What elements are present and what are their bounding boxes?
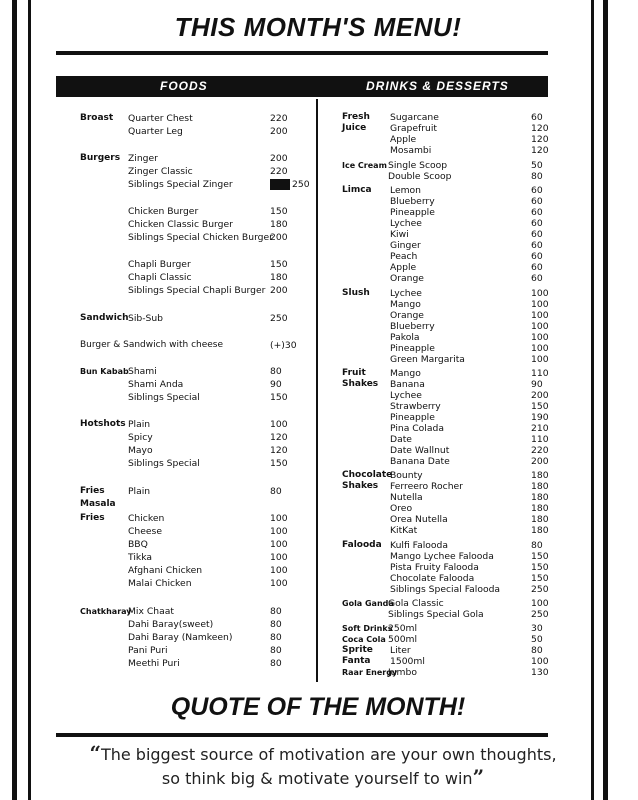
item-name: Banana Date	[390, 456, 450, 467]
item-price: 100	[270, 552, 288, 563]
category-label: Chocolate	[342, 470, 393, 480]
redacted-box	[270, 179, 290, 190]
item-price: 120	[270, 432, 288, 443]
item-price: 180	[270, 272, 288, 283]
item-name: Chapli Burger	[128, 259, 191, 270]
item-name: Mango	[390, 368, 421, 379]
item-name: Quarter Chest	[128, 113, 193, 124]
item-name: Jumbo	[388, 667, 417, 678]
category-label: Shakes	[342, 481, 379, 491]
item-price: 150	[270, 259, 288, 270]
item-name: Blueberry	[390, 196, 435, 207]
item-name: 500ml	[388, 634, 418, 645]
item-price: 110	[531, 368, 549, 379]
category-label: Sandwich	[80, 313, 129, 323]
item-price: 250	[270, 313, 288, 324]
item-price: 90	[270, 379, 282, 390]
item-price: 150	[531, 562, 549, 573]
item-name: Mix Chaat	[128, 606, 174, 617]
item-price: 60	[531, 207, 543, 218]
item-name: Siblings Special Gola	[388, 609, 484, 620]
item-name: Plain	[128, 486, 151, 497]
item-price: 50	[531, 160, 543, 171]
item-name: Zinger Classic	[128, 166, 193, 177]
left-frame-bar-inner	[28, 0, 31, 800]
item-name: Pineapple	[390, 343, 435, 354]
item-name: KitKat	[390, 525, 418, 536]
item-name: Gola Classic	[388, 598, 444, 609]
category-label: Fruit	[342, 368, 366, 378]
item-price: 80	[270, 606, 282, 617]
category-label: Shakes	[342, 379, 379, 389]
item-price: 220	[270, 113, 288, 124]
item-name: Pista Fruity Falooda	[390, 562, 479, 573]
item-name: Peach	[390, 251, 418, 262]
item-name: Mosambi	[390, 145, 432, 156]
item-name: Kulfi Falooda	[390, 540, 448, 551]
item-name: Oreo	[390, 503, 413, 514]
category-label: Soft Drinks	[342, 624, 393, 633]
category-label: Burger & Sandwich with cheese	[80, 340, 224, 350]
item-name: Lychee	[390, 390, 422, 401]
item-price: 60	[531, 218, 543, 229]
item-name: Dahi Baray(sweet)	[128, 619, 214, 630]
item-name: Siblings Special Falooda	[390, 584, 501, 595]
item-name: Nutella	[390, 492, 423, 503]
left-frame-bar-outer	[12, 0, 17, 800]
item-price: 180	[531, 481, 549, 492]
item-name: Siblings Special Chicken Burger	[128, 232, 273, 243]
item-price: 80	[270, 632, 282, 643]
item-price: 100	[270, 513, 288, 524]
item-price: 130	[531, 667, 549, 678]
item-name: Date Wallnut	[390, 445, 450, 456]
item-name: Pani Puri	[128, 645, 168, 656]
item-name: Afghani Chicken	[128, 565, 203, 576]
item-name: 1500ml	[390, 656, 425, 667]
item-name: Lychee	[390, 218, 422, 229]
item-price: 80	[531, 171, 543, 182]
item-name: Shami	[128, 366, 157, 377]
category-label: Limca	[342, 185, 372, 195]
item-price: 100	[531, 598, 549, 609]
item-price: 150	[270, 392, 288, 403]
item-price: 80	[270, 366, 282, 377]
item-price: 50	[531, 634, 543, 645]
item-name: Ferreero Rocher	[390, 481, 463, 492]
item-name: Cheese	[128, 526, 162, 537]
item-name: Tikka	[128, 552, 152, 563]
item-name: 250ml	[388, 623, 418, 634]
category-label: Bun Kabab	[80, 367, 129, 376]
item-name: Double Scoop	[388, 171, 452, 182]
quote-text	[88, 742, 558, 790]
item-price: 60	[531, 112, 543, 123]
category-label: Coca Cola	[342, 635, 386, 644]
item-price: 120	[531, 123, 549, 134]
item-price: 180	[531, 525, 549, 536]
item-name: Orea Nutella	[390, 514, 448, 525]
item-price: 250	[531, 584, 549, 595]
item-price: 100	[270, 526, 288, 537]
item-price: 220	[270, 166, 288, 177]
item-price: 100	[531, 656, 549, 667]
item-name: Ginger	[390, 240, 421, 251]
item-price: 150	[531, 401, 549, 412]
item-price: 100	[270, 539, 288, 550]
item-price: 150	[531, 551, 549, 562]
category-label: Fries	[80, 513, 105, 523]
category-label: Fanta	[342, 656, 371, 666]
item-price: 180	[531, 470, 549, 481]
category-label: Burgers	[80, 153, 121, 163]
item-price: 180	[531, 492, 549, 503]
item-name: Mango Lychee Falooda	[390, 551, 494, 562]
category-label: Juice	[342, 123, 367, 133]
item-price: 220	[531, 445, 549, 456]
item-price: 30	[531, 623, 543, 634]
item-price: 100	[531, 354, 549, 365]
category-label: Gola Ganda	[342, 599, 394, 608]
item-price: 100	[270, 565, 288, 576]
item-price: 60	[531, 185, 543, 196]
item-price: 100	[531, 310, 549, 321]
category-label: Broast	[80, 113, 114, 123]
item-price: 150	[270, 458, 288, 469]
item-price: 120	[531, 145, 549, 156]
item-price: 100	[531, 343, 549, 354]
item-name: Pakola	[390, 332, 420, 343]
item-name: Plain	[128, 419, 151, 430]
item-price: 250	[531, 609, 549, 620]
item-name: Malai Chicken	[128, 578, 192, 589]
category-label: Falooda	[342, 540, 382, 550]
item-name: Bounty	[390, 470, 423, 481]
item-name: Pina Colada	[390, 423, 444, 434]
item-price: 90	[531, 379, 543, 390]
category-label: Chatkharay	[80, 607, 132, 616]
category-label: Fresh	[342, 112, 370, 122]
item-price: 120	[270, 445, 288, 456]
item-name: Siblings Special	[128, 458, 200, 469]
item-price: 200	[270, 126, 288, 137]
item-price: 200	[531, 456, 549, 467]
item-price: 180	[270, 219, 288, 230]
item-name: Strawberry	[390, 401, 441, 412]
item-price: 80	[270, 645, 282, 656]
menu-columns	[58, 0, 578, 690]
open-quote-mark: “	[89, 741, 101, 765]
item-name: Date	[390, 434, 412, 445]
page-title: THIS MONTH'S MENU!	[174, 12, 462, 42]
item-price: 80	[270, 619, 282, 630]
item-name: Dahi Baray (Namkeen)	[128, 632, 233, 643]
item-price: 100	[531, 299, 549, 310]
item-name: Kiwi	[390, 229, 409, 240]
item-price: 180	[531, 514, 549, 525]
item-price: 210	[531, 423, 549, 434]
item-name: Siblings Special Chapli Burger	[128, 285, 266, 296]
item-name: Pineapple	[390, 207, 435, 218]
item-name: Meethi Puri	[128, 658, 180, 669]
item-name: Green Margarita	[390, 354, 465, 365]
item-name: Orange	[390, 310, 424, 321]
category-label: Masala	[80, 499, 116, 509]
item-price: 150	[531, 573, 549, 584]
right-frame-bar-inner	[591, 0, 594, 800]
item-price: 100	[270, 419, 288, 430]
item-price: 180	[531, 503, 549, 514]
item-name: Blueberry	[390, 321, 435, 332]
item-price: 80	[531, 540, 543, 551]
item-name: Apple	[390, 262, 417, 273]
item-name: Lychee	[390, 288, 422, 299]
item-price: 100	[531, 288, 549, 299]
item-price: 60	[531, 196, 543, 207]
quote-title: QUOTE OF THE MONTH!	[170, 693, 466, 721]
item-name: Sib-Sub	[128, 313, 164, 324]
item-price: 200	[531, 390, 549, 401]
item-price: 100	[270, 578, 288, 589]
item-name: Liter	[390, 645, 411, 656]
item-name: Spicy	[128, 432, 153, 443]
item-price: 150	[270, 206, 288, 217]
item-name: Lemon	[390, 185, 422, 196]
item-name: Chicken	[128, 513, 165, 524]
item-name: Grapefruit	[390, 123, 438, 134]
item-name: Chicken Classic Burger	[128, 219, 233, 230]
item-name: Banana	[390, 379, 425, 390]
foods-header: FOODS	[160, 79, 208, 93]
item-price: 60	[531, 229, 543, 240]
item-name: Chapli Classic	[128, 272, 192, 283]
item-price: 110	[531, 434, 549, 445]
close-quote-mark: ”	[472, 765, 485, 789]
item-name: Mayo	[128, 445, 153, 456]
item-name: BBQ	[128, 539, 148, 550]
item-price: 60	[531, 262, 543, 273]
item-price: 190	[531, 412, 549, 423]
menu-page	[58, 0, 578, 800]
right-frame-bar-outer	[603, 0, 608, 800]
category-label: Sprite	[342, 645, 373, 655]
item-price: 120	[531, 134, 549, 145]
item-name: Sugarcane	[390, 112, 439, 123]
item-price: 200	[270, 285, 288, 296]
item-price: 60	[531, 273, 543, 284]
item-name: Chocolate Falooda	[390, 573, 475, 584]
category-label: Hotshots	[80, 419, 126, 429]
quote-rule	[56, 733, 548, 737]
item-price: 200	[270, 153, 288, 164]
item-name: Orange	[390, 273, 424, 284]
item-name: Siblings Special Zinger	[128, 179, 233, 190]
category-label: Raar Energy	[342, 668, 398, 677]
item-price: 250	[292, 179, 310, 190]
item-price: 100	[531, 332, 549, 343]
item-name: Shami Anda	[128, 379, 184, 390]
category-label: Fries	[80, 486, 105, 496]
item-price: 60	[531, 240, 543, 251]
item-name: Mango	[390, 299, 421, 310]
item-price: 60	[531, 251, 543, 262]
item-name: Quarter Leg	[128, 126, 183, 137]
category-label: Slush	[342, 288, 370, 298]
item-name: Apple	[390, 134, 417, 145]
item-price: 80	[270, 658, 282, 669]
item-price: 200	[270, 232, 288, 243]
item-name: Pineapple	[390, 412, 435, 423]
item-name: Chicken Burger	[128, 206, 199, 217]
item-price: (+)30	[270, 340, 297, 351]
drinks-header: DRINKS & DESSERTS	[366, 79, 509, 93]
item-price: 80	[270, 486, 282, 497]
item-price: 80	[531, 645, 543, 656]
item-name: Zinger	[128, 153, 158, 164]
item-name: Single Scoop	[388, 160, 448, 171]
item-name: Siblings Special	[128, 392, 200, 403]
category-label: Ice Cream	[342, 161, 387, 170]
item-price: 100	[531, 321, 549, 332]
quote-body: The biggest source of motivation are your own thoughts, so think big & motivate yourself to win	[100, 745, 557, 788]
